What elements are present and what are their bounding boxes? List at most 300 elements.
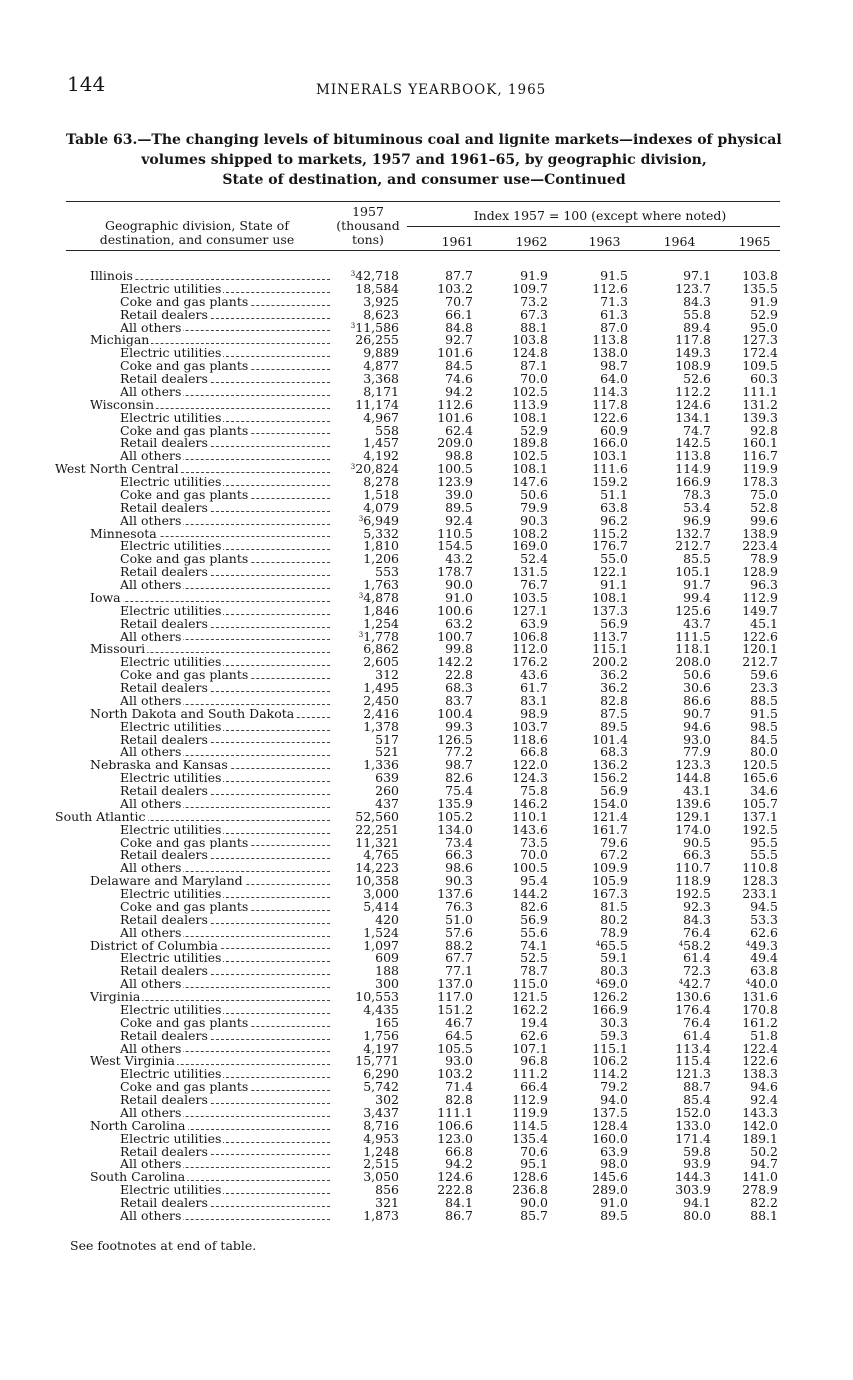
cell-number: 122.6 — [742, 628, 778, 644]
cell-number: 143.3 — [742, 1104, 778, 1120]
cell-number: 208.0 — [675, 654, 711, 670]
row-label — [90, 708, 330, 721]
cell-number: 106.2 — [592, 1053, 628, 1069]
table-row — [55, 409, 785, 425]
row-label — [120, 785, 330, 798]
row-label-text: All others — [120, 630, 182, 644]
cell-number: 161.2 — [742, 1014, 778, 1030]
cell-number: 122.6 — [742, 1053, 778, 1069]
cell-number: 94.2 — [445, 383, 473, 399]
cell-number: 91.5 — [600, 268, 628, 283]
cell-number: 63.2 — [445, 615, 473, 631]
cell-number: 135.9 — [437, 795, 473, 811]
cell-number: 90.0 — [520, 1195, 548, 1210]
cell-number: 61.4 — [683, 950, 711, 966]
row-label-text: Coke and gas plants — [120, 1016, 249, 1030]
row-label — [120, 476, 330, 489]
cell-number: 114.3 — [592, 383, 628, 399]
cell-number: 1,336 — [363, 757, 399, 773]
cell-number: 83.1 — [520, 692, 548, 708]
cell-number: 1,778 — [363, 628, 399, 644]
cell-number: 178.7 — [437, 564, 473, 580]
cell-number: 171.4 — [675, 1130, 711, 1146]
cell-number: 98.7 — [445, 757, 473, 773]
cell-number: 42,718 — [355, 268, 399, 283]
cell-number: 88.5 — [750, 692, 778, 708]
cell-number: 85.4 — [683, 1092, 711, 1107]
row-label-text: All others — [120, 862, 182, 876]
cell-number: 103.7 — [512, 718, 548, 734]
cell-number: 103.1 — [592, 448, 628, 464]
cell-number: 558 — [375, 422, 399, 438]
cell-number: 101.4 — [592, 731, 628, 747]
cell-number: 96.2 — [600, 512, 628, 528]
cell-number: 108.1 — [512, 461, 548, 477]
cell-number: 132.7 — [675, 525, 711, 541]
cell-number: 223.4 — [742, 538, 778, 554]
cell-number: 36.2 — [600, 667, 628, 683]
cell-number: 49.3 — [750, 937, 778, 953]
cell-number: 39.0 — [445, 486, 473, 502]
row-label — [90, 528, 330, 541]
cell-number: 80.0 — [750, 744, 778, 760]
cell-number: 70.0 — [520, 847, 548, 863]
cell-number: 122.6 — [592, 409, 628, 425]
cell-number: 188 — [375, 963, 399, 979]
row-label — [120, 579, 330, 592]
cell-number: 115.4 — [675, 1053, 711, 1069]
cell-number: 110.1 — [512, 808, 548, 824]
cell-number: 99.6 — [750, 512, 778, 528]
cell-number: 1,206 — [363, 551, 399, 567]
cell-number: 4,079 — [363, 499, 399, 515]
cell-number: 162.2 — [512, 1001, 548, 1017]
row-label — [120, 1043, 330, 1056]
cell-number: 139.6 — [675, 795, 711, 811]
cell-number: 62.4 — [445, 422, 473, 438]
cell-number: 2,450 — [363, 692, 399, 708]
cell-number: 85.7 — [520, 1207, 548, 1223]
cell-number: 5,742 — [363, 1079, 399, 1095]
row-label — [120, 927, 330, 940]
row-label — [120, 283, 330, 296]
row-label-text: Retail dealers — [120, 566, 208, 579]
table-row — [55, 731, 785, 747]
row-label-text: All others — [120, 746, 182, 760]
cell-number: 1,495 — [363, 680, 399, 695]
cell-number: 56.9 — [600, 783, 628, 798]
row-label — [120, 1158, 330, 1171]
cell-number: 91.1 — [600, 577, 628, 592]
cell-number: 127.1 — [512, 602, 548, 618]
cell-number: 75.0 — [750, 486, 778, 502]
column-head-1957-line-3: tons) — [352, 232, 384, 247]
cell-number: 4,877 — [363, 358, 399, 374]
row-label — [120, 502, 330, 515]
table-row — [55, 1001, 785, 1017]
row-label — [120, 978, 330, 991]
footnote-marker: 3 — [350, 321, 356, 330]
row-label-text: Retail dealers — [120, 1094, 208, 1107]
cell-number: 59.1 — [600, 950, 628, 966]
cell-number: 10,358 — [355, 873, 399, 889]
table-row — [55, 669, 785, 682]
cell-number: 94.5 — [750, 898, 778, 914]
cell-number: 110.7 — [675, 860, 711, 876]
cell-number: 43.6 — [520, 667, 548, 683]
cell-number: 108.1 — [592, 589, 628, 605]
cell-number: 115.1 — [592, 1040, 628, 1056]
cell-number: 108.2 — [512, 525, 548, 541]
cell-number: 109.5 — [742, 358, 778, 374]
footnote-marker: 4 — [745, 939, 751, 948]
footnote-marker: 4 — [595, 939, 601, 948]
cell-number: 66.1 — [445, 306, 473, 322]
cell-number: 113.8 — [675, 448, 711, 464]
cell-number: 61.4 — [683, 1027, 711, 1043]
cell-number: 84.1 — [445, 1195, 473, 1210]
cell-number: 117.8 — [592, 396, 628, 412]
cell-number: 192.5 — [675, 886, 711, 901]
cell-number: 52.5 — [520, 950, 548, 966]
row-label-text: All others — [120, 1209, 182, 1223]
cell-number: 76.4 — [683, 1014, 711, 1030]
cell-number: 78.7 — [520, 963, 548, 979]
row-label — [120, 695, 330, 708]
row-label-text: Electric utilities — [120, 540, 222, 554]
table-row — [55, 924, 785, 940]
cell-number: 76.4 — [683, 924, 711, 940]
cell-number: 4,967 — [363, 409, 399, 425]
cell-number: 50.2 — [750, 1143, 778, 1159]
row-label — [90, 875, 330, 888]
table-row — [55, 705, 785, 721]
row-label — [90, 592, 330, 605]
row-label — [120, 837, 330, 850]
cell-number: 98.0 — [600, 1156, 628, 1172]
cell-number: 100.5 — [437, 461, 473, 477]
cell-number: 149.3 — [675, 345, 711, 361]
cell-number: 34.6 — [750, 783, 778, 798]
cell-number: 108.1 — [512, 409, 548, 425]
cell-number: 189.8 — [512, 435, 548, 451]
cell-number: 135.5 — [742, 280, 778, 296]
cell-number: 80.2 — [600, 911, 628, 927]
cell-number: 79.9 — [520, 499, 548, 515]
row-label-text: Missouri — [90, 643, 146, 657]
cell-number: 130.6 — [675, 989, 711, 1004]
row-label — [120, 322, 330, 335]
row-label — [120, 1068, 330, 1081]
cell-number: 97.1 — [683, 268, 711, 283]
cell-number: 100.4 — [437, 705, 473, 721]
row-label — [120, 914, 330, 927]
row-label — [120, 901, 330, 914]
table-row — [55, 937, 785, 953]
row-label-text: West North Central — [55, 463, 179, 476]
cell-number: 1,248 — [363, 1143, 399, 1159]
cell-number: 52.6 — [683, 371, 711, 386]
row-label-text: District of Columbia — [90, 939, 218, 953]
row-label-text: South Carolina — [90, 1171, 186, 1185]
row-label-text: Electric utilities — [120, 282, 222, 296]
row-label — [90, 1171, 330, 1184]
cell-number: 128.6 — [512, 1169, 548, 1185]
cell-number: 154.0 — [592, 795, 628, 811]
row-label-text: All others — [120, 514, 182, 528]
cell-number: 169.0 — [512, 538, 548, 554]
cell-number: 95.0 — [750, 319, 778, 335]
cell-number: 111.5 — [675, 628, 711, 644]
cell-number: 60.3 — [750, 371, 778, 386]
row-label-text: Coke and gas plants — [120, 900, 249, 914]
row-label — [120, 669, 330, 682]
row-label — [120, 1146, 330, 1159]
table-row — [55, 486, 785, 502]
row-label — [120, 566, 330, 579]
cell-number: 176.4 — [675, 1001, 711, 1017]
cell-number: 278.9 — [742, 1182, 778, 1198]
footnote-marker: 4 — [745, 978, 751, 987]
cell-number: 49.4 — [750, 950, 778, 966]
cell-number: 178.3 — [742, 474, 778, 489]
row-label — [120, 1030, 330, 1043]
cell-number: 172.4 — [742, 345, 778, 361]
cell-number: 70.6 — [520, 1143, 548, 1159]
column-head-1964: 1964 — [663, 234, 696, 249]
cell-number: 1,457 — [363, 435, 399, 451]
row-label — [120, 631, 330, 644]
cell-number: 74.6 — [445, 371, 473, 386]
cell-number: 3,925 — [363, 293, 399, 309]
row-label-text: Retail dealers — [120, 785, 208, 798]
cell-number: 78.9 — [600, 924, 628, 940]
cell-number: 113.4 — [675, 1040, 711, 1056]
row-label — [120, 605, 330, 618]
cell-number: 8,278 — [363, 474, 399, 489]
table-row — [55, 1207, 785, 1223]
cell-number: 1,097 — [363, 937, 399, 953]
cell-number: 51.8 — [750, 1027, 778, 1043]
row-label-text: Electric utilities — [120, 476, 222, 489]
cell-number: 114.5 — [512, 1117, 548, 1133]
header-bottom-rule — [66, 250, 780, 251]
cell-number: 131.2 — [742, 396, 778, 412]
cell-number: 88.1 — [520, 319, 548, 335]
table-row — [55, 579, 785, 592]
row-label-text: Electric utilities — [120, 1132, 222, 1146]
cell-number: 113.7 — [592, 628, 628, 644]
cell-number: 92.7 — [445, 332, 473, 348]
cell-number: 233.1 — [742, 886, 778, 901]
cell-number: 521 — [375, 744, 399, 760]
row-label — [90, 270, 330, 283]
cell-number: 117.0 — [437, 989, 473, 1004]
cell-number: 94.1 — [683, 1195, 711, 1210]
cell-number: 76.7 — [520, 577, 548, 592]
cell-number: 67.3 — [520, 306, 548, 322]
cell-number: 127.3 — [742, 332, 778, 348]
cell-number: 121.5 — [512, 989, 548, 1004]
cell-number: 117.8 — [675, 332, 711, 348]
cell-number: 145.6 — [592, 1169, 628, 1185]
cell-number: 124.3 — [512, 770, 548, 786]
cell-number: 125.6 — [675, 602, 711, 618]
row-label — [120, 862, 330, 875]
column-head-1965: 1965 — [738, 234, 771, 249]
cell-number: 8,171 — [363, 383, 399, 399]
cell-number: 18,584 — [355, 280, 399, 296]
cell-number: 105.2 — [437, 808, 473, 824]
cell-number: 289.0 — [592, 1182, 628, 1198]
cell-number: 84.5 — [750, 731, 778, 747]
cell-number: 170.8 — [742, 1001, 778, 1017]
cell-number: 45.1 — [750, 615, 778, 631]
cell-number: 98.8 — [445, 448, 473, 464]
row-label — [90, 334, 330, 347]
cell-number: 80.0 — [683, 1207, 711, 1223]
cell-number: 60.9 — [600, 422, 628, 438]
cell-number: 1,518 — [363, 486, 399, 502]
cell-number: 122.4 — [742, 1040, 778, 1056]
cell-number: 99.3 — [445, 718, 473, 734]
cell-number: 58.2 — [683, 937, 711, 953]
cell-number: 4,192 — [363, 448, 399, 464]
cell-number: 75.4 — [445, 783, 473, 798]
cell-number: 138.3 — [742, 1066, 778, 1082]
row-label — [120, 1197, 330, 1210]
row-label — [120, 515, 330, 528]
cell-number: 131.5 — [512, 564, 548, 580]
cell-number: 90.0 — [445, 577, 473, 592]
cell-number: 118.1 — [675, 641, 711, 657]
cell-number: 78.3 — [683, 486, 711, 502]
cell-number: 90.3 — [445, 873, 473, 889]
cell-number: 56.9 — [520, 911, 548, 927]
row-label — [120, 746, 330, 759]
cell-number: 111.1 — [742, 383, 778, 399]
table-row — [55, 306, 785, 322]
cell-number: 609 — [375, 950, 399, 966]
cell-number: 26,255 — [355, 332, 399, 348]
cell-number: 1,873 — [363, 1207, 399, 1223]
cell-number: 114.9 — [675, 461, 711, 477]
row-label-text: All others — [120, 450, 182, 464]
row-label-text: Retail dealers — [120, 437, 208, 451]
row-label — [120, 489, 330, 502]
row-label — [90, 1055, 330, 1068]
cell-number: 66.8 — [520, 744, 548, 760]
cell-number: 3,368 — [363, 371, 399, 386]
row-label-text: Electric utilities — [120, 1184, 222, 1197]
cell-number: 71.4 — [445, 1079, 473, 1095]
cell-number: 115.2 — [592, 525, 628, 541]
cell-number: 166.0 — [592, 435, 628, 451]
cell-number: 56.9 — [600, 615, 628, 631]
footnote-marker: 3 — [358, 591, 364, 600]
cell-number: 4,878 — [363, 589, 399, 605]
cell-number: 192.5 — [742, 821, 778, 837]
cell-number: 77.2 — [445, 744, 473, 760]
row-label — [90, 1120, 330, 1133]
cell-number: 9,889 — [363, 345, 399, 361]
cell-number: 85.5 — [683, 551, 711, 567]
cell-number: 83.7 — [445, 692, 473, 708]
cell-number: 84.8 — [445, 319, 473, 335]
cell-number: 88.7 — [683, 1079, 711, 1095]
cell-number: 96.8 — [520, 1053, 548, 1069]
cell-number: 94.7 — [750, 1156, 778, 1172]
cell-number: 123.0 — [437, 1130, 473, 1146]
row-label-text: Retail dealers — [120, 373, 208, 386]
cell-number: 5,332 — [363, 525, 399, 541]
row-label-text: Coke and gas plants — [120, 360, 249, 373]
caption-line-2: volumes shipped to markets, 1957 and 1961–65, by geographic division, — [141, 152, 707, 168]
cell-number: 1,756 — [363, 1027, 399, 1043]
cell-number: 101.6 — [437, 409, 473, 425]
table-row — [55, 888, 785, 901]
cell-number: 59.6 — [750, 667, 778, 683]
cell-number: 43.7 — [683, 615, 711, 631]
cell-number: 101.6 — [437, 345, 473, 361]
row-label-text: Retail dealers — [120, 965, 208, 979]
cell-number: 137.5 — [592, 1104, 628, 1120]
cell-number: 43.2 — [445, 551, 473, 567]
row-label-text: All others — [120, 694, 182, 708]
cell-number: 118.6 — [512, 731, 548, 747]
cell-number: 105.1 — [675, 564, 711, 580]
cell-number: 70.0 — [520, 371, 548, 386]
cell-value — [430, 1207, 473, 1223]
cell-number: 639 — [375, 770, 399, 786]
cell-number: 420 — [375, 911, 399, 927]
cell-number: 124.8 — [512, 345, 548, 361]
table-row — [55, 280, 785, 296]
cell-number: 110.8 — [742, 860, 778, 876]
row-label — [120, 296, 330, 309]
cell-number: 82.2 — [750, 1195, 778, 1210]
row-label-text: Retail dealers — [120, 1029, 208, 1043]
row-label — [120, 721, 330, 734]
cell-number: 30.3 — [600, 1014, 628, 1030]
cell-number: 66.4 — [520, 1079, 548, 1095]
cell-number: 88.1 — [750, 1207, 778, 1223]
cell-number: 103.5 — [512, 589, 548, 605]
cell-number: 136.2 — [592, 757, 628, 773]
row-label — [90, 643, 330, 656]
cell-number: 20,824 — [355, 461, 399, 477]
row-label-text: All others — [120, 579, 182, 592]
cell-number: 23.3 — [750, 680, 778, 695]
cell-number: 137.3 — [592, 602, 628, 618]
cell-number: 89.5 — [600, 1207, 628, 1223]
row-label — [90, 940, 330, 953]
column-head-geographic-line-1: Geographic division, State of — [105, 218, 289, 233]
cell-number: 82.8 — [445, 1092, 473, 1107]
cell-number: 63.8 — [600, 499, 628, 515]
cell-number: 91.9 — [520, 268, 548, 283]
cell-number: 52.9 — [520, 422, 548, 438]
cell-number: 81.5 — [600, 898, 628, 914]
table-row — [55, 898, 785, 914]
row-label — [120, 952, 330, 965]
row-label-text: All others — [120, 978, 182, 991]
footnote-marker: 4 — [678, 939, 684, 948]
cell-value — [505, 1207, 548, 1223]
cell-number: 91.9 — [750, 293, 778, 309]
cell-number: 103.8 — [742, 268, 778, 283]
cell-number: 15,771 — [355, 1053, 399, 1069]
